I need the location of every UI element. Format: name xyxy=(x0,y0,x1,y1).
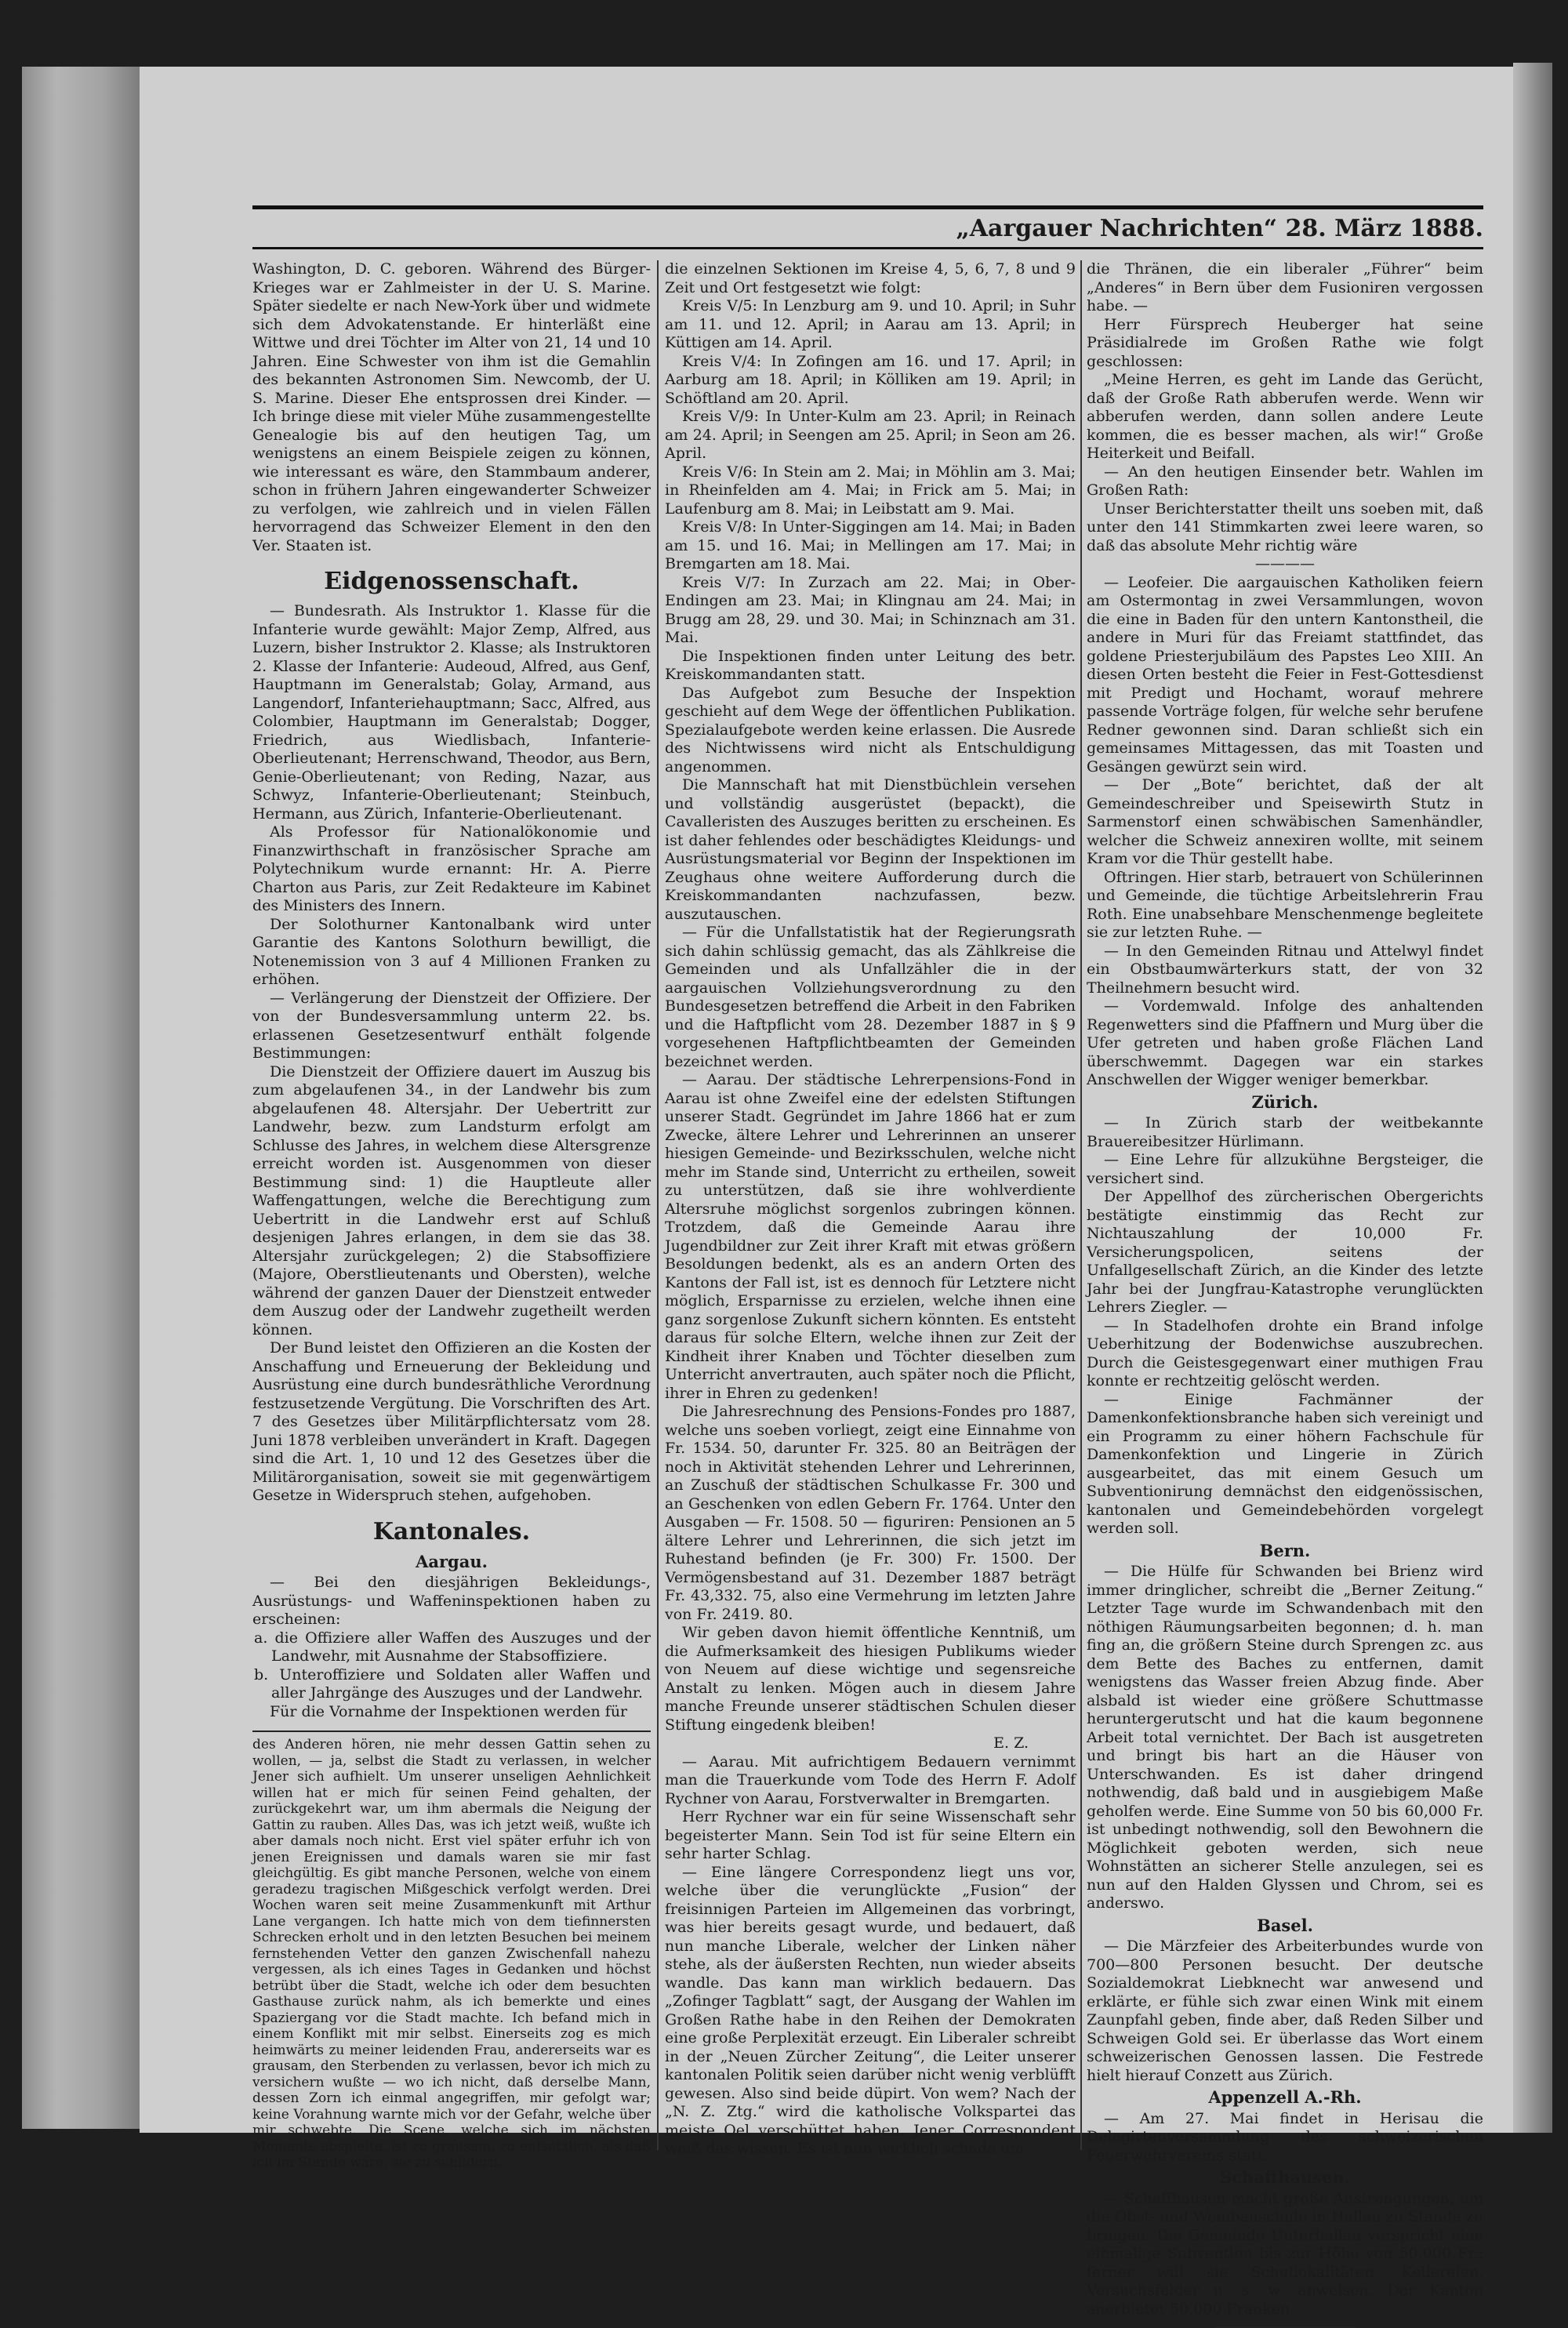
article-paragraph: — Schaffhausen macht große Anstrengungen, um die Obst- und Weinbauschule in Hallau zu Stande zu bringen. Die Gemeinde Unterhallau verspricht eine einmalige Subvention bis zur Höhe von 50,000 Fr.; ferner will sie Schullokalitäten, Kellereien, Versuchsfelder u. s. w. anweisen. Der Kanton anerbietet 50,000 Franken. xyxy=(1087,2189,1483,2318)
column-divider xyxy=(657,260,659,2150)
article-paragraph: — Leofeier. Die aargauischen Katholiken feiern am Ostermontag in zwei Versammlungen, wovon die eine in Baden für den untern Kantonstheil, die andere in Muri für das Freiamt stattfindet, das goldene Priesterjubiläum des Papstes Leo XIII. An diesen Orten besteht die Feier in Fest-Gottesdienst mit Predigt und Hochamt, worauf mehrere passende Vorträge folgen, für welche sehr berufene Redner gewonnen sind. Daran schließt sich ein gemeinsames Mittagessen, das mit Toasten und Gesängen gewürzt sein wird. xyxy=(1087,573,1483,775)
article-paragraph: Herr Fürsprech Heuberger hat seine Präsidialrede im Großen Rathe wie folgt geschlossen: xyxy=(1087,315,1483,370)
article-paragraph: Oftringen. Hier starb, betrauert von Schülerinnen und Gemeinde, die tüchtige Arbeitslehrerin Frau Roth. Eine unabsehbare Menschenmenge begleitete sie zur letzten Ruhe. — xyxy=(1087,868,1483,941)
article-paragraph: — Die Hülfe für Schwanden bei Brienz wird immer dringlicher, schreibt die „Berner Zeitung.“ Letzter Tage wurde im Schwandenbach mit den nöthigen Räumungsarbeiten begonnen; d. h. man fing an, die größern Steine durch Sprengen zc. aus dem Bette des Baches zu entfernen, damit wenigstens das Wasser freien Abzug finde. Aber alsbald ist wieder eine größere Schuttmasse heruntergerutscht und hat die kaum begonnene Arbeit total vernichtet. Der Bach ist ausgetreten und bringt bis hart an die Häuser von Unterschwanden. Es ist daher dringend nothwendig, daß bald und in ausgiebigem Maße geholfen werde. Eine Summe von 50 bis 60,000 Fr. ist unbedingt nothwendig, soll den Bewohnern die Möglichkeit geboten werden, sich neue Wohnstätten an sicherer Stelle anzulegen, sei es nun auf den Halden Glyssen und Chrom, sei es anderswo. xyxy=(1087,1563,1483,1912)
article-paragraph: die Thränen, die ein liberaler „Führer“ beim „Anderes“ in Bern über dem Fusioniren vergossen habe. — xyxy=(1087,260,1483,314)
article-paragraph: — Einige Fachmänner der Damenkonfektionsbranche haben sich vereinigt und ein Programm zu einer höhern Fachschule für Damenkonfektion und Lingerie in Zürich ausgearbeitet, das mit einem Gesuch um Subventionirung demnächst den eidgenössischen, kantonalen und Gemeindebehörden vorgelegt werden soll. xyxy=(1087,1390,1483,1537)
feuilleton-text: des Anderen hören, nie mehr dessen Gattin sehen zu wollen, — ja, selbst die Stadt zu verlassen, in welcher Jener sich aufhielt. Um unserer unseligen Aehnlichkeit willen hat er mich für seinen Feind gehalten, der zurückgekehrt war, um ihm abermals die Neigung der Gattin zu rauben. Alles Das, was ich jetzt weiß, wußte ich aber damals noch nicht. Erst viel später erfuhr ich von jenen Ereignissen und damals waren sie mir fast gleichgültig. Es gibt manche Personen, welche von einem geradezu tragischen Mißgeschick verfolgt werden. Drei Wochen waren seit meine Zusammenkunft mit Arthur Lane vergangen. Ich hatte mich von dem tiefinnersten Schrecken erholt und in den letzten Besuchen bei meinem fernstehenden Vetter den ganzen Zwischenfall nahezu vergessen, als ich eines Tages in Gedanken und höchst betrübt über die Stadt, welche ich oder dem besuchten Gasthause zurück nahm, als ich bemerkte und eines Spaziergang vor die Stadt machte. Ich befand mich in einem Konflikt mit mir selbst. Einerseits zog es mich heimwärts zu meiner leidenden Frau, andererseits war es grausam, den Sterbenden zu verlassen, bevor ich mich zu versichern wußte — wo ich nicht, daß derselbe Mann, dessen Zorn ich einmal angegriffen, mir gefolgt war; keine Vorahnung warnte mich vor der Gefahr, welche über mir schwebte. Die Scene, welche sich im nächsten Momente abspielte, ist zu grausam, zu entsetzlich, als daß ich im Stande wäre, sie zu schildern. xyxy=(252,1737,651,2170)
schedule-entry: Kreis V/4: In Zofingen am 16. und 17. April; in Aarburg am 18. April; in Kölliken am 19. April; in Schöftland am 20. April. xyxy=(665,352,1076,407)
article-paragraph: Wir geben davon hiemit öffentliche Kenntniß, um die Aufmerksamkeit des hiesigen Publikums wieder von Neuem auf diese wichtige und segensreiche Anstalt zu lenken. Mögen auch in diesem Jahre manche Freunde unserer städtischen Schulen dieser Stiftung eingedenk bleiben! xyxy=(665,1624,1076,1734)
article-paragraph: — Bei den diesjährigen Bekleidungs-, Ausrüstungs- und Waffeninspektionen haben zu erscheinen: xyxy=(252,1574,651,1628)
column-divider xyxy=(1080,260,1082,2150)
article-paragraph: Als Professor für Nationalökonomie und Finanzwirthschaft in französischer Sprache am Polytechnikum wurde ernannt: Hr. A. Pierre Charton aus Paris, zur Zeit Redakteure im Kabinet des Ministers des Innern. xyxy=(252,823,651,914)
column-left xyxy=(252,260,651,2291)
article-paragraph: Der Solothurner Kantonalbank wird unter Garantie des Kantons Solothurn bewilligt, die Notenemission von 3 auf 4 Millionen Franken zu erhöhen. xyxy=(252,915,651,988)
feuilleton-divider xyxy=(252,1731,651,1732)
article-paragraph: Herr Rychner war ein für seine Wissenschaft sehr begeisterter Mann. Sein Tod ist für seine Eltern ein sehr harter Schlag. xyxy=(665,1808,1076,1862)
article-paragraph: — Am 27. Mai findet in Herisau die Delegirtenversammlung des schweizerischen Feuerwehrvereins statt. xyxy=(1087,2109,1483,2164)
article-paragraph: — Aarau. Mit aufrichtigem Bedauern vernimmt man die Trauerkunde vom Tode des Herrn F. Adolf Rychner von Aarau, Forstverwalter in Bremgarten. xyxy=(665,1752,1076,1807)
schedule-entry: Kreis V/6: In Stein am 2. Mai; in Möhlin am 3. Mai; in Rheinfelden am 4. Mai; in Frick am 5. Mai; in Laufenburg am 8. Mai; in Leibstatt am 9. Mai. xyxy=(665,463,1076,518)
article-paragraph: Washington, D. C. geboren. Während des Bürger-Krieges war er Zahlmeister in der U. S. Marine. Später siedelte er nach New-York über und widmete sich dem Advokatenstande. Er hinterläßt eine Wittwe und drei Töchter im Alter von 21, 14 und 10 Jahren. Eine Schwester von ihm ist die Gemahlin des bekannten Astronomen Sim. Newcomb, der U. S. Marine. Dieser Ehe entsprossen drei Kinder. — Ich bringe diese mit vieler Mühe zusammengestellte Genealogie bis auf den heutigen Tag, um wenigstens an einem Beispiele zeigen zu können, wie interessant es wäre, den Stammbaum anderer, schon in frühern Jahren eingewanderter Schweizer zu verfolgen, wie zahlreich und in vielen Fällen hervorragend das Schweizer Element in den den Ver. Staaten ist. xyxy=(252,260,651,554)
subsection-heading: Basel. xyxy=(1257,1915,1313,1935)
masthead-rule-top xyxy=(252,205,1483,209)
column-middle xyxy=(665,260,1076,2291)
article-paragraph: Die Mannschaft hat mit Dienstbüchlein versehen und vollständig ausgerüstet (bepackt), die Cavalleristen des Auszuges beritten zu erscheinen. Es ist daher fehlendes oder beschädigtes Kleidungs- und Ausrüstungsmaterial vor Beginn der Inspektionen im Zeughaus ohne weitere Aufforderung durch die Kreiskommandanten nachzufassen, bezw. auszutauschen. xyxy=(665,776,1076,923)
book-spine xyxy=(22,67,140,2129)
article-paragraph: Für die Vornahme der Inspektionen werden für xyxy=(270,1702,628,1720)
schedule-entry: Kreis V/7: In Zurzach am 22. Mai; in Ober-Endingen am 23. Mai; in Klingnau am 24. Mai; in Brugg am 28, 29. und 30. Mai; in Schinznach am 31. Mai. xyxy=(665,573,1076,646)
article-paragraph: — Für die Unfallstatistik hat der Regierungsrath sich dahin schlüssig gemacht, das als Zählkreise die Gemeinden und als Unfallzähler die in der aargauischen Vollziehungsverordnung zu den Bundesgesetzen betreffend die Arbeit in den Fabriken und die Haftpflicht vom 28. Dezember 1887 in § 9 vorgesehenen Haftpflichtbeamten der Gemeinden bezeichnet werden. xyxy=(665,924,1076,1070)
subsection-heading: Aargau. xyxy=(416,1551,488,1571)
subsection-heading: Schaffhausen. xyxy=(1220,2167,1350,2187)
article-paragraph: Die Inspektionen finden unter Leitung des betr. Kreiskommandanten statt. xyxy=(665,647,1076,683)
list-item: a. die Offiziere aller Waffen des Auszuges und der Landwehr, mit Ausnahme der Stabsoffiziere. xyxy=(254,1629,651,1665)
subsection-heading: Bern. xyxy=(1259,1540,1311,1560)
article-paragraph: — Der „Bote“ berichtet, daß der alt Gemeindeschreiber und Speisewirth Stutz in Sarmenstorf einen schwäbischen Samenhändler, welcher die Schweiz annexiren wollte, mit seinem Kram vor die Thür gestellt habe. xyxy=(1087,776,1483,867)
inspection-list xyxy=(252,1629,651,1703)
schedule-entry: Kreis V/5: In Lenzburg am 9. und 10. April; in Suhr am 11. und 12. April; in Aarau am 13. April; in Küttigen am 14. April. xyxy=(665,297,1076,351)
article-paragraph: — In den Gemeinden Ritnau und Attelwyl findet ein Obstbaumwärterkurs statt, der von 32 Theilnehmern besucht wird. xyxy=(1087,942,1483,997)
masthead-rule-bottom xyxy=(252,247,1483,249)
article-paragraph: Das Aufgebot zum Besuche der Inspektion geschieht auf dem Wege der öffentlichen Publikation. Spezialaufgebote werden keine erlassen. Die Ausrede des Nichtwissens wird nicht als Entschuldigung angenommen. xyxy=(665,684,1076,775)
section-heading: Kantonales. xyxy=(372,1517,531,1545)
subsection-heading: Appenzell A.-Rh. xyxy=(1208,2087,1362,2107)
article-paragraph: Die Dienstzeit der Offiziere dauert im Auszug bis zum abgelaufenen 34., in der Landwehr bis zum abgelaufenen 48. Altersjahr. Der Uebertritt zur Landwehr, bezw. zum Landsturm erfolgt am Schlusse des Jahres, in welchem diese Altersgrenze erreicht worden ist. Ausgenommen von dieser Bestimmung sind: 1) die Hauptleute aller Waffengattungen, welche die Berechtigung zum Uebertritt in die Landwehr erst auf Schluß desjenigen Jahres erlangen, in dem sie das 38. Altersjahr zurückgelegen; 2) die Stabsoffiziere (Majore, Oberstlieutenants und Obersten), welche während der ganzen Dauer der Dienstzeit entweder dem Auszug oder der Landwehr zugetheilt werden können. xyxy=(252,1062,651,1338)
article-paragraph: Der Appellhof des zürcherischen Obergerichts bestätigte einstimmig das Recht zur Nichtauszahlung der 10,000 Fr. Versicherungspolicen, seitens der Unfallgesellschaft Zürich, an die Kinder des letzte Jahr bei der Jungfrau-Katastrophe verunglückten Lehrers Ziegler. — xyxy=(1087,1188,1483,1316)
list-item: b. Unteroffiziere und Soldaten aller Waffen und aller Jahrgänge des Auszuges und der Landwehr. xyxy=(254,1665,651,1702)
article-paragraph: Unser Berichterstatter theilt uns soeben mit, daß unter den 141 Stimmkarten zwei leere waren, so daß das absolute Mehr richtig wäre xyxy=(1087,499,1483,554)
article-paragraph: — An den heutigen Einsender betr. Wahlen im Großen Rath: xyxy=(1087,463,1483,499)
article-paragraph: Der Bund leistet den Offizieren an die Kosten der Anschaffung und Erneuerung der Bekleidung und Ausrüstung eine durch bundesräthliche Verordnung festzusetzende Vergütung. Die Vorschriften des Art. 7 des Gesetzes über Militärpflichtersatz vom 28. Juni 1878 verbleiben unverändert in Kraft. Dagegen sind die Art. 1, 10 und 12 des Gesetzes über die Militärorganisation, soweit sie mit gegenwärtigem Gesetze in Widerspruch stehen, aufgehoben. xyxy=(252,1339,651,1504)
article-paragraph: — Vordemwald. Infolge des anhaltenden Regenwetters sind die Pfaffnern und Murg über die Ufer getreten und haben große Flächen Land überschwemmt. Dagegen war ein starkes Anschwellen der Wigger weniger bemerkbar. xyxy=(1087,997,1483,1088)
column-right xyxy=(1087,260,1483,2318)
article-paragraph: — Die Märzfeier des Arbeiterbundes wurde von 700—800 Personen besucht. Der deutsche Sozialdemokrat Liebknecht war anwesend und erklärte, er fühle sich zwar einen Wink mit einem Zaunpfahl geben, finde aber, daß Reden Silber und Schweigen Gold sei. Er überlasse das Wort einem schweizerischen Genossen lassen. Die Festrede hielt hierauf Conzett aus Zürich. xyxy=(1087,1938,1483,2084)
schedule-entry: Kreis V/9: In Unter-Kulm am 23. April; in Reinach am 24. April; in Seengen am 25. April; in Seon am 26. April. xyxy=(665,408,1076,462)
article-paragraph: — Bundesrath. Als Instruktor 1. Klasse für die Infanterie wurde gewählt: Major Zemp, Alfred, aus Luzern, bisher Instruktor 2. Klasse; als Instruktoren 2. Klasse der Infanterie: Audeoud, Alfred, aus Genf, Hauptmann im Generalstab; Golay, Armand, aus Langendorf, Infanteriehauptmann; Sacc, Alfred, aus Colombier, Hauptmann im Generalstab; Dogger, Friedrich, aus Wiedlisbach, Infanterie-Oberlieutenant; Herrenschwand, Theodor, aus Bern, Genie-Oberlieutenant; von Reding, Nazar, aus Schwyz, Infanterie-Oberlieutenant; Steinbuch, Hermann, aus Zürich, Infanterie-Oberlieutenant. xyxy=(252,602,651,823)
separator-dash: ———— xyxy=(1255,555,1315,572)
article-paragraph: — In Zürich starb der weitbekannte Brauereibesitzer Hürlimann. xyxy=(1087,1114,1483,1150)
page-edge-shadow xyxy=(1513,63,1552,2133)
schedule-entry: Kreis V/8: In Unter-Siggingen am 14. Mai; in Baden am 15. und 16. Mai; in Mellingen am 17. Mai; in Bremgarten am 18. Mai. xyxy=(665,518,1076,572)
subsection-heading: Zürich. xyxy=(1251,1091,1319,1112)
article-paragraph: — Verlängerung der Dienstzeit der Offiziere. Der von der Bundesversammlung unterm 22. bs. erlassenen Gesetzesentwurf enthält folgende Bestimmungen: xyxy=(252,989,651,1062)
article-paragraph: — Eine Lehre für allzukühne Bergsteiger, die versichert sind. xyxy=(1087,1151,1483,1187)
article-paragraph: die einzelnen Sektionen im Kreise 4, 5, 6, 7, 8 und 9 Zeit und Ort festgesetzt wie folgt: xyxy=(665,260,1076,296)
masthead-title: „Aargauer Nachrichten“ 28. März 1888. xyxy=(956,215,1483,242)
author-signature: E. Z. xyxy=(993,1734,1029,1752)
section-heading: Eidgenossenschaft. xyxy=(324,568,579,595)
article-paragraph: — Aarau. Der städtische Lehrerpensions-Fond in Aarau ist ohne Zweifel eine der edelsten Stiftungen unserer Stadt. Gegründet im Jahre 1866 hat er zum Zwecke, ältere Lehrer und Lehrerinnen an unserer hiesigen Gemeinde- und Bezirksschulen, welche nicht mehr im Stande sind, Unterricht zu ertheilen, soweit zu unterstützen, daß sie ihre wohlverdiente Altersruhe möglichst sorgenlos zubringen können. Trotzdem, daß die Gemeinde Aarau ihre Jugendbildner zur Zeit ihrer Kraft mit etwas größern Besoldungen bedenkt, als es an andern Orten des Kantons der Fall ist, ist es dennoch für Letztere nicht möglich, Ersparnisse zu erzielen, welche ihnen eine ganz sorgenlose Zukunft sichern könnten. Es entsteht daraus für solche Eltern, welche ihnen zur Zeit der Kindheit ihrer Knaben und Töchter dieselben zum Unterricht anvertrauten, auch später noch die Pflicht, ihrer in Ehren zu gedenken! xyxy=(665,1071,1076,1402)
article-paragraph: — In Stadelhofen drohte ein Brand infolge Ueberhitzung der Bodenwichse auszubrechen. Durch die Geistesgegenwart einer muthigen Frau konnte er rechtzeitig gelöscht werden. xyxy=(1087,1317,1483,1389)
article-paragraph: „Meine Herren, es geht im Lande das Gerücht, daß der Große Rath abberufen werde. Wenn wir abberufen werden, dann sollen andere Leute kommen, die es besser machen, als wir!“ Große Heiterkeit und Beifall. xyxy=(1087,371,1483,462)
article-paragraph: Die Jahresrechnung des Pensions-Fondes pro 1887, welche uns soeben vorliegt, zeigt eine Einnahme von Fr. 1534. 50, darunter Fr. 325. 80 an Beiträgen der noch in Aktivität stehenden Lehrer und Lehrerinnen, an Zuschuß der städtischen Schulkasse Fr. 300 und an Geschenken von edlen Gebern Fr. 1764. Unter den Ausgaben — Fr. 1508. 50 — figuriren: Pensionen an 5 ältere Lehrer und Lehrerinnen, die sich jetzt im Ruhestand befinden (je Fr. 300) Fr. 1500. Der Vermögensbestand auf 31. Dezember 1887 beträgt Fr. 43,332. 75, also eine Vermehrung im letzten Jahre von Fr. 2419. 80. xyxy=(665,1403,1076,1623)
article-paragraph: — Eine längere Correspondenz liegt uns vor, welche über die verunglückte „Fusion“ der freisinnigen Parteien im Allgemeinen das vorbringt, was hier bereits gesagt wurde, und bedauert, daß nun manche Liberale, welcher der Linken näher stehe, als der äußersten Rechten, nun wieder abseits wandle. Das kann man wirklich bedauern. Das „Zofinger Tagblatt“ sagt, der Ausgang der Wahlen im Großen Rathe habe in den Reihen der Demokraten eine große Perplexität erzeugt. Ein Liberaler schreibt in der „Neuen Zürcher Zeitung“, die Leiter unserer kantonalen Politik seien darüber nicht wenig verblüfft gewesen. Also sind beide düpirt. Von wem? Nach der „N. Z. Ztg.“ wird die katholische Volkspartei das meiste Oel verschüttet haben. Jener Correspondent weiß das wissen. Es ist nun wirklich schade um xyxy=(665,1863,1076,2157)
